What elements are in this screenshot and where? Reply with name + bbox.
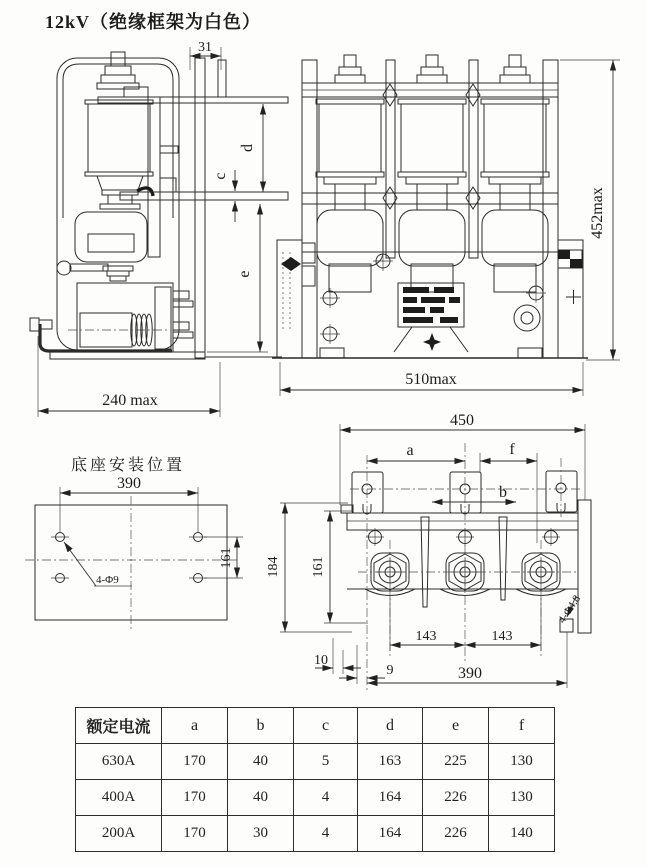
dim-label-184: 184 bbox=[266, 556, 281, 578]
header-d: d bbox=[358, 708, 423, 744]
dim-label-450: 450 bbox=[450, 412, 474, 429]
cell-e: 226 bbox=[423, 780, 489, 816]
slot-right bbox=[499, 517, 507, 600]
dim-label-d: d bbox=[239, 144, 256, 152]
cell-d: 163 bbox=[358, 744, 423, 780]
dim-label-a: a bbox=[406, 442, 414, 459]
cell-e: 225 bbox=[423, 744, 489, 780]
mid-bar bbox=[302, 193, 558, 204]
table-header-row bbox=[76, 708, 555, 744]
left-plate bbox=[302, 60, 317, 358]
base-foot bbox=[30, 318, 282, 359]
side-view bbox=[30, 52, 288, 359]
spec-table bbox=[75, 707, 555, 852]
dim-label-143a: 143 bbox=[415, 629, 437, 644]
cell-current: 200A bbox=[76, 816, 162, 852]
header-c: c bbox=[294, 708, 358, 744]
coil-mechanism bbox=[68, 283, 193, 352]
cell-current: 630A bbox=[76, 744, 162, 780]
dim-label-c: c bbox=[212, 172, 229, 180]
cell-a: 170 bbox=[162, 744, 228, 780]
cell-b: 40 bbox=[228, 780, 294, 816]
interrupter-cylinder bbox=[85, 100, 153, 176]
cell-b: 40 bbox=[228, 744, 294, 780]
table-row bbox=[76, 744, 555, 780]
header-a: a bbox=[162, 708, 228, 744]
front-view-dimensions bbox=[280, 60, 620, 396]
holes-label-4d9: 4-Φ9 bbox=[96, 574, 119, 586]
cell-c: 5 bbox=[294, 744, 358, 780]
page-title: 12kV（绝缘框架为白色） bbox=[45, 12, 262, 32]
lower-housing bbox=[75, 212, 147, 262]
dim-label-e: e bbox=[236, 270, 253, 278]
cell-a: 170 bbox=[162, 780, 228, 816]
right-plate bbox=[543, 60, 558, 358]
cell-e: 226 bbox=[423, 816, 489, 852]
cell-d: 164 bbox=[358, 816, 423, 852]
aux-mechanism bbox=[514, 250, 582, 331]
dim-label-390-base: 390 bbox=[117, 475, 141, 492]
cell-a: 170 bbox=[162, 816, 228, 852]
header-b: b bbox=[228, 708, 294, 744]
mounting-holes bbox=[51, 533, 207, 583]
dim-label-9: 9 bbox=[386, 663, 394, 678]
cell-b: 30 bbox=[228, 816, 294, 852]
dim-label-510max: 510max bbox=[405, 371, 457, 388]
armature-lever bbox=[57, 261, 133, 281]
table-row bbox=[76, 780, 555, 816]
dim-label-161-bottom: 161 bbox=[311, 556, 326, 578]
upper-terminal bbox=[97, 52, 148, 97]
front-view bbox=[272, 55, 588, 358]
cell-d: 164 bbox=[358, 780, 423, 816]
cell-f: 130 bbox=[489, 780, 555, 816]
dim-label-390-bottom: 390 bbox=[458, 665, 482, 682]
cell-current: 400A bbox=[76, 780, 162, 816]
dim-label-161-base: 161 bbox=[219, 547, 234, 569]
base-view bbox=[25, 456, 243, 629]
header-e: e bbox=[423, 708, 489, 744]
dim-label-b: b bbox=[499, 484, 507, 501]
header-f: f bbox=[489, 708, 555, 744]
dim-label-143b: 143 bbox=[491, 629, 513, 644]
base-view-title: 底座安装位置 bbox=[70, 457, 186, 474]
header-rated-current: 额定电流 bbox=[76, 708, 162, 744]
holes-label-4d48: 4-Φ4.8 bbox=[555, 593, 584, 626]
dim-label-f: f bbox=[509, 441, 515, 458]
dim-label-452max: 452max bbox=[589, 187, 606, 239]
cell-f: 130 bbox=[489, 744, 555, 780]
terminal-band bbox=[347, 513, 578, 530]
dim-label-10: 10 bbox=[314, 653, 328, 668]
cell-f: 140 bbox=[489, 816, 555, 852]
dim-label-240max: 240 max bbox=[102, 392, 158, 409]
dim-label-31: 31 bbox=[198, 40, 212, 55]
band-bolts bbox=[366, 528, 560, 546]
nameplate bbox=[394, 283, 468, 352]
bottom-view bbox=[266, 412, 591, 690]
table-row bbox=[76, 816, 555, 852]
lower-rail bbox=[120, 192, 288, 200]
cell-c: 4 bbox=[294, 816, 358, 852]
cell-c: 4 bbox=[294, 780, 358, 816]
